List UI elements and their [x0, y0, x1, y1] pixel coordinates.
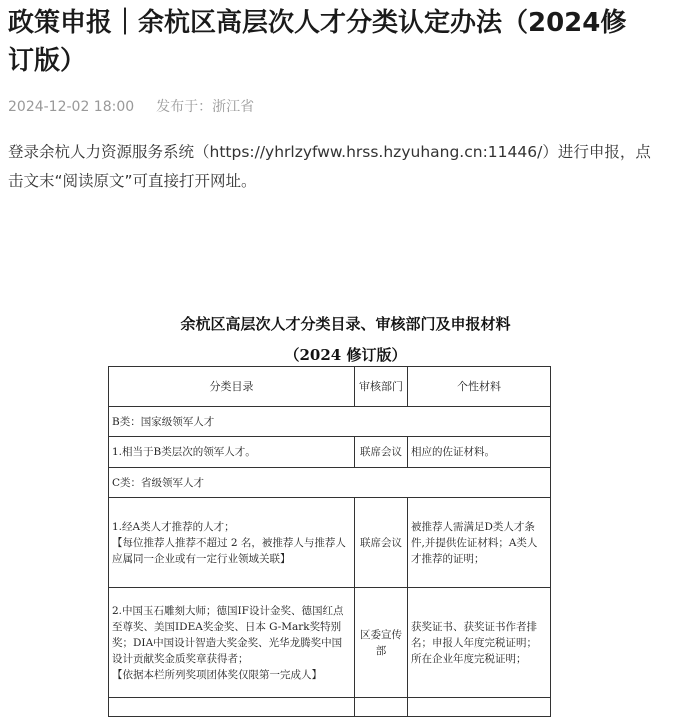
table-header-row: [109, 367, 551, 407]
publisher: 发布于：浙江省: [156, 99, 255, 115]
section-c-label: C类：省级领军人才: [109, 468, 551, 498]
c3-dept: [355, 698, 408, 717]
header-category: 分类目录: [109, 367, 355, 407]
c1-dept: 联席会议: [355, 498, 408, 588]
article-title: 政策申报｜余杭区高层次人才分类认定办法（2024修订版）: [8, 8, 627, 76]
b1-dept: 联席会议: [355, 437, 408, 468]
c1-category-note: 【每位推荐人推荐不超过 2 名，被推荐人与推荐人应属同一企业或有一定行业领域关联】: [112, 536, 346, 565]
c2-dept: 区委宣传部: [355, 588, 408, 698]
c2-category: [109, 588, 355, 698]
article-meta: [8, 96, 254, 116]
c2-category-note: 【依据本栏所列奖项团体奖仅限第一完成人】: [112, 668, 322, 681]
header-dept: 审核部门: [355, 367, 408, 407]
section-row-b: [109, 407, 551, 437]
c2-category-text: 2.中国玉石雕刻大师；德国IF设计金奖、德国红点至尊奖、美国IDEA奖金奖、日本 G-Mark奖特别奖；DIA中国设计智造大奖金奖、光华龙腾奖中国设计贡献奖金质奖章获得者；: [112, 604, 344, 665]
section-b-label: B类：国家级领军人才: [109, 407, 551, 437]
c2-materials: 获奖证书、获奖证书作者排名；申报人年度完税证明；所在企业年度完税证明；: [408, 588, 551, 698]
table-row: [109, 437, 551, 468]
c3-materials: [408, 698, 551, 717]
section-row-c: [109, 468, 551, 498]
c1-category: [109, 498, 355, 588]
table-row: [109, 698, 551, 717]
document-subtitle: （2024 修订版）: [284, 346, 407, 364]
b1-materials: 相应的佐证材料。: [408, 437, 551, 468]
document-title: 余杭区高层次人才分类目录、审核部门及申报材料: [180, 315, 511, 333]
talent-catalog-table: [108, 366, 551, 717]
intro-paragraph: 登录余杭人力资源服务系统（https://yhrlzyfww.hrss.hzyuhang.cn:11446/）进行申报，点击文末“阅读原文”可直接打开网址。: [8, 143, 651, 190]
c1-materials: 被推荐人需满足D类人才条件,并提供佐证材料；A类人才推荐的证明；: [408, 498, 551, 588]
c1-category-text: 1.经A类人才推荐的人才；: [112, 520, 235, 533]
table-row: [109, 588, 551, 698]
c3-category: [109, 698, 355, 717]
table-row: [109, 498, 551, 588]
header-materials: 个性材料: [408, 367, 551, 407]
b1-category: 1.相当于B类层次的领军人才。: [109, 437, 355, 468]
publish-date: 2024-12-02 18:00: [8, 99, 135, 115]
